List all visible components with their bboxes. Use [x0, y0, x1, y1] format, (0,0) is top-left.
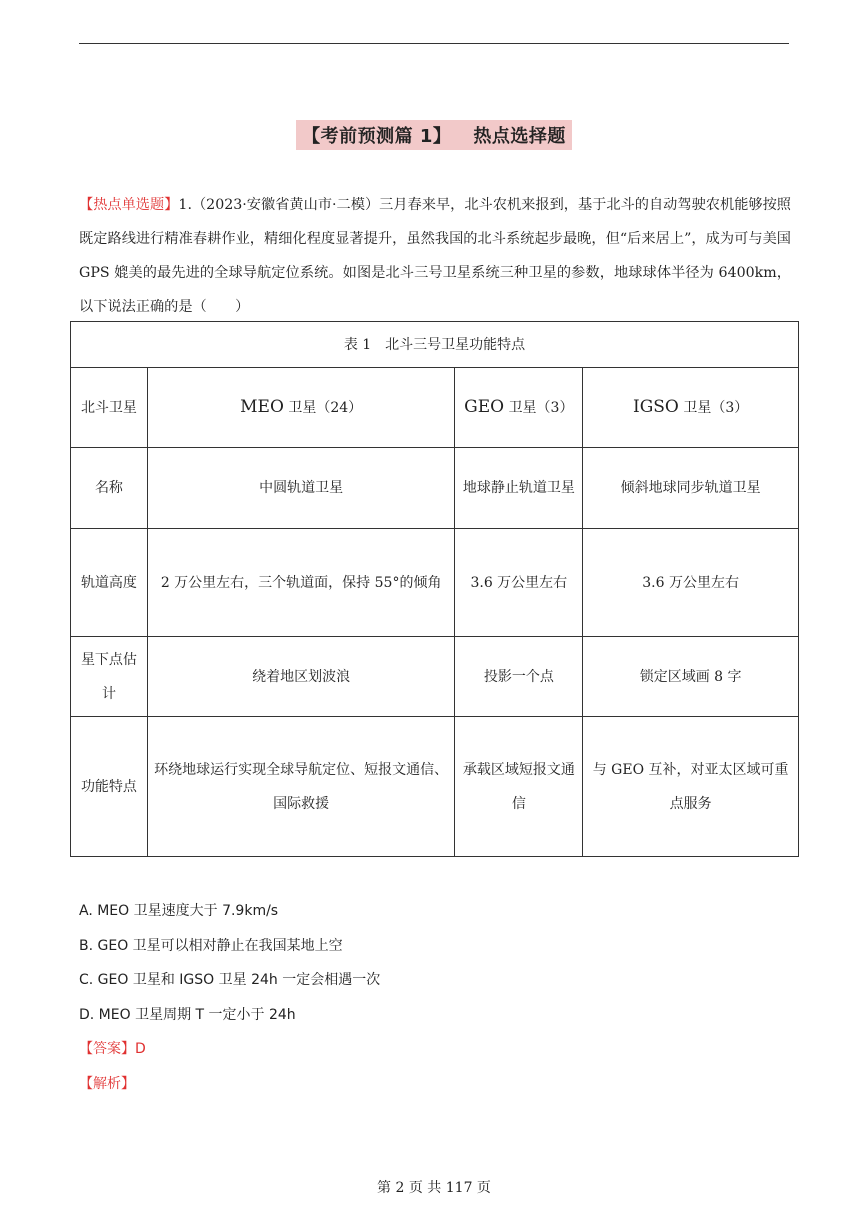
answer-label: 【答案】	[79, 1041, 135, 1057]
analysis-label: 【解析】	[79, 1075, 135, 1092]
answer-line	[79, 1036, 380, 1071]
cell-geo: 地球静止轨道卫星	[455, 448, 583, 529]
table-caption-row	[71, 322, 799, 368]
section-title	[296, 120, 572, 150]
cell-igso: 3.6 万公里左右	[583, 529, 799, 637]
table-row	[71, 448, 799, 529]
table-row	[71, 717, 799, 857]
row-label: 星下点估计	[71, 637, 148, 717]
header-igso	[583, 368, 799, 448]
question-tag: 【热点单选题】	[79, 197, 179, 213]
cell-geo: 3.6 万公里左右	[455, 529, 583, 637]
option-a: A. MEO 卫星速度大于 7.9km/s	[79, 903, 279, 919]
cell-meo: 绕着地区划波浪	[147, 637, 455, 717]
geo-code: GEO	[464, 397, 505, 417]
cell-geo: 投影一个点	[455, 637, 583, 717]
section-title-wrap	[0, 120, 868, 150]
question-text: 1.（2023·安徽省黄山市·二模）三月春来早，北斗农机来报到，基于北斗的自动驾驶农机能够按照既定路线进行精准春耕作业，精细化程度显著提升，虽然我国的北斗系统起步最晚，但“后来居上”，成为可与美国 GPS 媲美的最先进的全球导航定位系统。如图是北斗三号卫星系统三种卫星的参数，地球球体半径为 6400km，以下说法正确的是（ ）	[79, 197, 791, 315]
question-stem	[79, 188, 791, 324]
option-c: C. GEO 卫星和 IGSO 卫星 24h 一定会相遇一次	[79, 972, 381, 988]
title-part2: 热点选择题	[473, 126, 566, 147]
header-label: 北斗卫星	[71, 368, 148, 448]
meo-code: MEO	[240, 397, 284, 417]
igso-suffix: 卫星（3）	[683, 400, 749, 416]
row-label: 名称	[71, 448, 148, 529]
table-row	[71, 637, 799, 717]
cell-igso: 倾斜地球同步轨道卫星	[583, 448, 799, 529]
row-label: 功能特点	[71, 717, 148, 857]
header-meo	[147, 368, 455, 448]
satellite-table	[70, 321, 799, 857]
cell-geo: 承载区域短报文通信	[455, 717, 583, 857]
row-label: 轨道高度	[71, 529, 148, 637]
header-geo	[455, 368, 583, 448]
option-d: D. MEO 卫星周期 T 一定小于 24h	[79, 1006, 296, 1023]
option-b: B. GEO 卫星可以相对静止在我国某地上空	[79, 937, 343, 954]
cell-igso: 锁定区域画 8 字	[583, 637, 799, 717]
meo-suffix: 卫星（24）	[288, 400, 363, 416]
page-footer: 第 2 页 共 117 页	[377, 1180, 491, 1196]
table-header-row	[71, 368, 799, 448]
igso-code: IGSO	[632, 397, 679, 417]
table-caption: 表 1 北斗三号卫星功能特点	[71, 322, 799, 368]
header-rule	[79, 43, 789, 44]
answer-value: D	[135, 1041, 146, 1057]
cell-meo: 中圆轨道卫星	[147, 448, 455, 529]
table-row	[71, 529, 799, 637]
cell-meo: 2 万公里左右，三个轨道面，保持 55°的倾角	[147, 529, 455, 637]
geo-suffix: 卫星（3）	[508, 400, 574, 416]
cell-igso: 与 GEO 互补，对亚太区域可重点服务	[583, 717, 799, 857]
options-list	[79, 898, 380, 1105]
title-part1: 【考前预测篇 1】	[302, 126, 452, 147]
cell-meo: 环绕地球运行实现全球导航定位、短报文通信、国际救援	[147, 717, 455, 857]
